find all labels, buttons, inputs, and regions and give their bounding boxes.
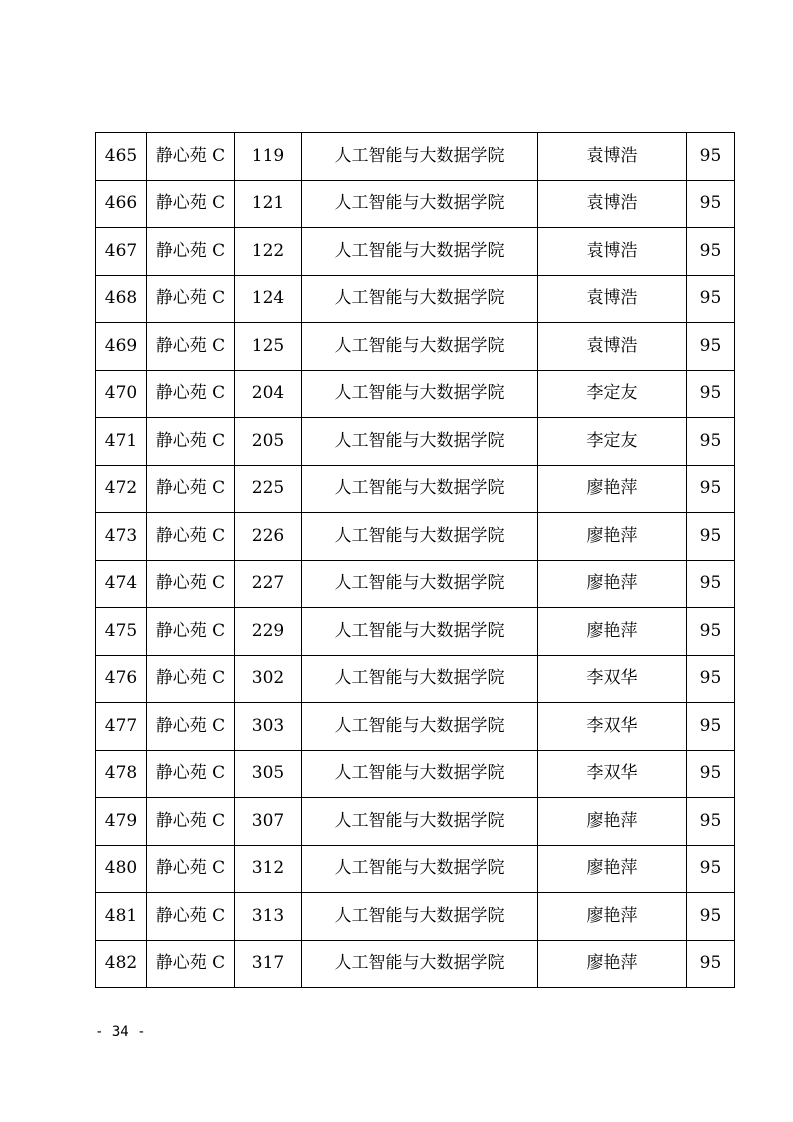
cell-number: 472 xyxy=(96,465,147,513)
cell-college: 人工智能与大数据学院 xyxy=(302,465,538,513)
cell-person: 廖艳萍 xyxy=(538,893,687,941)
cell-building: 静心苑 C xyxy=(147,418,235,466)
cell-number: 482 xyxy=(96,940,147,988)
cell-college: 人工智能与大数据学院 xyxy=(302,750,538,798)
cell-building: 静心苑 C xyxy=(147,275,235,323)
cell-college: 人工智能与大数据学院 xyxy=(302,275,538,323)
cell-building: 静心苑 C xyxy=(147,893,235,941)
table-row xyxy=(96,133,735,181)
cell-score: 95 xyxy=(687,655,735,703)
table-row xyxy=(96,750,735,798)
cell-building: 静心苑 C xyxy=(147,133,235,181)
table-row xyxy=(96,323,735,371)
cell-building: 静心苑 C xyxy=(147,323,235,371)
cell-score: 95 xyxy=(687,180,735,228)
cell-person: 李定友 xyxy=(538,370,687,418)
cell-number: 476 xyxy=(96,655,147,703)
cell-score: 95 xyxy=(687,370,735,418)
cell-person: 李双华 xyxy=(538,750,687,798)
cell-room: 226 xyxy=(235,513,302,561)
cell-building: 静心苑 C xyxy=(147,608,235,656)
cell-number: 478 xyxy=(96,750,147,798)
cell-score: 95 xyxy=(687,228,735,276)
cell-college: 人工智能与大数据学院 xyxy=(302,513,538,561)
cell-building: 静心苑 C xyxy=(147,370,235,418)
cell-room: 119 xyxy=(235,133,302,181)
cell-score: 95 xyxy=(687,703,735,751)
cell-person: 廖艳萍 xyxy=(538,798,687,846)
cell-building: 静心苑 C xyxy=(147,940,235,988)
cell-college: 人工智能与大数据学院 xyxy=(302,370,538,418)
cell-score: 95 xyxy=(687,608,735,656)
table-row xyxy=(96,703,735,751)
table-row xyxy=(96,940,735,988)
cell-building: 静心苑 C xyxy=(147,703,235,751)
cell-room: 204 xyxy=(235,370,302,418)
cell-person: 李定友 xyxy=(538,418,687,466)
cell-person: 袁博浩 xyxy=(538,133,687,181)
cell-room: 307 xyxy=(235,798,302,846)
table-row xyxy=(96,560,735,608)
cell-score: 95 xyxy=(687,323,735,371)
cell-college: 人工智能与大数据学院 xyxy=(302,845,538,893)
cell-number: 471 xyxy=(96,418,147,466)
cell-score: 95 xyxy=(687,465,735,513)
cell-room: 229 xyxy=(235,608,302,656)
cell-room: 312 xyxy=(235,845,302,893)
cell-person: 袁博浩 xyxy=(538,228,687,276)
cell-building: 静心苑 C xyxy=(147,845,235,893)
cell-number: 473 xyxy=(96,513,147,561)
table-row xyxy=(96,465,735,513)
cell-score: 95 xyxy=(687,893,735,941)
cell-room: 227 xyxy=(235,560,302,608)
cell-building: 静心苑 C xyxy=(147,465,235,513)
cell-college: 人工智能与大数据学院 xyxy=(302,323,538,371)
cell-number: 479 xyxy=(96,798,147,846)
table-row xyxy=(96,228,735,276)
cell-person: 廖艳萍 xyxy=(538,560,687,608)
cell-college: 人工智能与大数据学院 xyxy=(302,798,538,846)
cell-number: 469 xyxy=(96,323,147,371)
cell-person: 廖艳萍 xyxy=(538,465,687,513)
cell-building: 静心苑 C xyxy=(147,228,235,276)
cell-building: 静心苑 C xyxy=(147,655,235,703)
table-row xyxy=(96,798,735,846)
cell-room: 302 xyxy=(235,655,302,703)
cell-building: 静心苑 C xyxy=(147,180,235,228)
table-row xyxy=(96,513,735,561)
cell-college: 人工智能与大数据学院 xyxy=(302,940,538,988)
cell-college: 人工智能与大数据学院 xyxy=(302,133,538,181)
cell-number: 468 xyxy=(96,275,147,323)
cell-score: 95 xyxy=(687,750,735,798)
table-row xyxy=(96,418,735,466)
table-row xyxy=(96,655,735,703)
cell-number: 467 xyxy=(96,228,147,276)
cell-college: 人工智能与大数据学院 xyxy=(302,655,538,703)
cell-score: 95 xyxy=(687,133,735,181)
cell-score: 95 xyxy=(687,513,735,561)
cell-room: 124 xyxy=(235,275,302,323)
table-row xyxy=(96,180,735,228)
cell-number: 465 xyxy=(96,133,147,181)
cell-score: 95 xyxy=(687,275,735,323)
cell-number: 475 xyxy=(96,608,147,656)
cell-score: 95 xyxy=(687,418,735,466)
cell-room: 303 xyxy=(235,703,302,751)
cell-number: 480 xyxy=(96,845,147,893)
cell-score: 95 xyxy=(687,845,735,893)
cell-room: 125 xyxy=(235,323,302,371)
cell-room: 122 xyxy=(235,228,302,276)
cell-room: 205 xyxy=(235,418,302,466)
cell-person: 廖艳萍 xyxy=(538,608,687,656)
cell-college: 人工智能与大数据学院 xyxy=(302,608,538,656)
table-row xyxy=(96,845,735,893)
cell-college: 人工智能与大数据学院 xyxy=(302,228,538,276)
cell-building: 静心苑 C xyxy=(147,513,235,561)
page-number: - 34 - xyxy=(95,1024,146,1040)
cell-room: 317 xyxy=(235,940,302,988)
cell-score: 95 xyxy=(687,560,735,608)
dormitory-score-table xyxy=(95,132,735,988)
cell-room: 313 xyxy=(235,893,302,941)
cell-score: 95 xyxy=(687,798,735,846)
cell-person: 廖艳萍 xyxy=(538,845,687,893)
cell-college: 人工智能与大数据学院 xyxy=(302,893,538,941)
cell-number: 470 xyxy=(96,370,147,418)
cell-room: 305 xyxy=(235,750,302,798)
table-row xyxy=(96,893,735,941)
cell-building: 静心苑 C xyxy=(147,798,235,846)
table-row xyxy=(96,370,735,418)
cell-building: 静心苑 C xyxy=(147,560,235,608)
table-body xyxy=(96,133,735,988)
cell-person: 李双华 xyxy=(538,655,687,703)
cell-number: 481 xyxy=(96,893,147,941)
cell-college: 人工智能与大数据学院 xyxy=(302,560,538,608)
cell-room: 225 xyxy=(235,465,302,513)
cell-college: 人工智能与大数据学院 xyxy=(302,703,538,751)
cell-person: 袁博浩 xyxy=(538,180,687,228)
cell-college: 人工智能与大数据学院 xyxy=(302,418,538,466)
cell-number: 466 xyxy=(96,180,147,228)
cell-person: 廖艳萍 xyxy=(538,513,687,561)
cell-room: 121 xyxy=(235,180,302,228)
cell-score: 95 xyxy=(687,940,735,988)
cell-college: 人工智能与大数据学院 xyxy=(302,180,538,228)
cell-person: 廖艳萍 xyxy=(538,940,687,988)
table-row xyxy=(96,275,735,323)
cell-number: 477 xyxy=(96,703,147,751)
cell-person: 袁博浩 xyxy=(538,323,687,371)
cell-building: 静心苑 C xyxy=(147,750,235,798)
table-row xyxy=(96,608,735,656)
cell-person: 袁博浩 xyxy=(538,275,687,323)
cell-person: 李双华 xyxy=(538,703,687,751)
cell-number: 474 xyxy=(96,560,147,608)
